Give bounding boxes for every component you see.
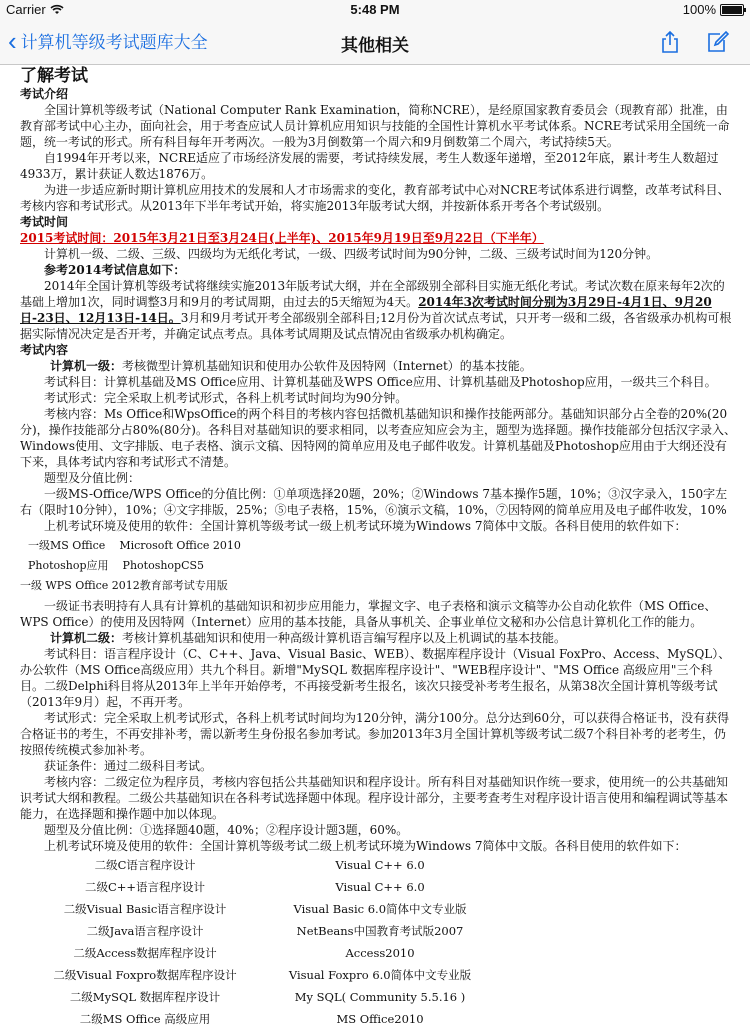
- software-name: Visual C++ 6.0: [335, 880, 425, 894]
- paragraph: 一级MS-Office/WPS Office的分值比例：①单项选择20题，20%；②Windows 7基本操作5题，10%；③汉字录入，150字左右（限时10分钟），10%；④文字排版，25%；⑤电子表格，15%，⑥演示文稿，10%，⑦因特网的简单应用及电子邮件收发，10%: [20, 487, 728, 517]
- software-item: 一级MS Office: [28, 539, 106, 552]
- subject-name: 二级Access数据库程序设计: [73, 946, 217, 960]
- software-row: [20, 876, 736, 898]
- subject-name: 二级Visual Basic语言程序设计: [63, 902, 227, 916]
- software-row: [20, 964, 736, 986]
- paragraph: 考试科目：语言程序设计（C、C++、Java、Visual Basic、WEB）、数据库程序设计（Visual FoxPro、Access、MySQL）、办公软件（MS Office高级应用）共九个科目。新增"MySQL 数据库程序设计"、"WEB程序设计"、"MS Office 高级应用"三个科目。二级Delphi科目将从2013年上半年开始停考，不再接受新考生报名，该次只接受补考考生报名，从第38次全国计算机等级考试（2013年9月）起，不再开考。: [20, 647, 731, 709]
- paragraph: 考试形式：完全采取上机考试形式，各科上机考试时间均为90分钟。: [44, 391, 408, 405]
- paragraph: 考试科目：计算机基础及MS Office应用、计算机基础及WPS Office应用、计算机基础及Photoshop应用，一级共三个科目。: [44, 375, 717, 389]
- section-heading: 考试介绍: [20, 87, 69, 101]
- paragraph: 自1994年开考以来，NCRE适应了市场经济发展的需要，考试持续发展，考生人数逐年递增，至2012年底，累计考生人数超过4933万，累计获证人数达1876万。: [20, 151, 719, 181]
- doc-title: 了解考试: [20, 66, 88, 86]
- software-name: My SQL( Community 5.5.16 ): [294, 990, 466, 1004]
- software-name: MS Office2010: [336, 1012, 424, 1026]
- subject-name: 二级Visual Foxpro数据库程序设计: [53, 968, 237, 982]
- software-row: [20, 942, 736, 964]
- paragraph: 获证条件：通过二级科目考试。: [44, 759, 213, 773]
- software-name: Access2010: [345, 946, 415, 960]
- document-body: [20, 64, 736, 1030]
- software-row: [20, 854, 736, 876]
- level-heading: 计算机一级：: [50, 359, 123, 373]
- software-item: Microsoft Office 2010: [119, 539, 241, 552]
- text-run: 考核计算机基础知识和使用一种高级计算机语言编写程序以及上机调试的基本技能。: [122, 631, 567, 645]
- paragraph: 上机考试环境及使用的软件：全国计算机等级考试二级上机考试环境为Windows 7简体中文版。各科目使用的软件如下：: [44, 839, 687, 853]
- status-bar: [0, 0, 750, 20]
- paragraph: [20, 630, 736, 646]
- share-icon[interactable]: [658, 30, 682, 54]
- page-title: 其他相关: [341, 36, 409, 55]
- software-name: Visual C++ 6.0: [335, 858, 425, 872]
- level-heading: 计算机二级：: [50, 631, 123, 645]
- clock: 5:48 PM: [350, 2, 400, 17]
- paragraph: 题型及分值比例：①选择题40题，40%；②程序设计题3题，60%。: [44, 823, 409, 837]
- exam-dates-underlined: 2014年3次考试时间分别为3月29日-4月1日、9月20日-23日、12月13日-14日。: [20, 295, 712, 325]
- battery-icon: [720, 4, 744, 16]
- carrier-label: Carrier: [6, 2, 46, 17]
- sub-heading: 参考2014考试信息如下：: [44, 263, 186, 277]
- software-row: [20, 578, 736, 594]
- software-row: [20, 986, 736, 1008]
- paragraph: 考试形式：完全采取上机考试形式，各科上机考试时间均为120分钟，满分100分。总分达到60分，可以获得合格证书，没有获得合格证书的考生，不再安排补考，需以新考生身份报名参加考试。参加2013年3月全国计算机等级考试二级7个科目补考的老考生，仍按照传统模式参加补考。: [20, 711, 730, 757]
- exam-date-highlight: 2015考试时间：2015年3月21日至3月24日(上半年)、2015年9月19日至9月22日（下半年）: [20, 231, 544, 245]
- paragraph: [20, 278, 736, 342]
- software-row: [20, 920, 736, 942]
- software-name: Visual Foxpro 6.0简体中文专业版: [288, 968, 472, 982]
- software-row: [20, 1008, 736, 1030]
- software-item: Photoshop应用: [28, 559, 109, 572]
- navigation-bar: [0, 20, 750, 65]
- paragraph: 上机考试环境及使用的软件：全国计算机等级考试一级上机考试环境为Windows 7简体中文版。各科目使用的软件如下：: [44, 519, 687, 533]
- software-row: [20, 538, 736, 554]
- software-table: [20, 854, 736, 1030]
- back-label: 计算机等级考试题库大全: [20, 33, 208, 52]
- software-name: Visual Basic 6.0简体中文专业版: [293, 902, 467, 916]
- text-run: 2014年全国计算机等级考试将继续实施2013年版考试大纲，并在全部级别全部科目实施无纸化考试。考试次数在原来每年2次的基础上增加1次，同时调整3月和9月的考试周期，由过去的5天缩短为4天。: [20, 279, 725, 309]
- subject-name: 二级Java语言程序设计: [86, 924, 204, 938]
- software-row: [20, 558, 736, 574]
- chevron-left-icon: ‹: [8, 25, 17, 56]
- battery-group: [683, 2, 744, 17]
- software-name: NetBeans中国教育考试版2007: [296, 924, 464, 938]
- text-run: 考核微型计算机基础知识和使用办公软件及因特网（Internet）的基本技能。: [122, 359, 532, 373]
- paragraph: 考核内容：Ms Office和WpsOffice的两个科目的考核内容包括微机基础知识和操作技能两部分。基础知识部分占全卷的20%(20分)，操作技能部分占80%(80分)。各科目对基础知识的要求相同，以考查应知应会为主，题型为选择题。操作技能部分包括汉字录入、Windows使用、文字排版、电子表格、演示文稿、因特网的简单应用及电子邮件收发。计算机基础及Photoshop应用由于大纲还没有下来，具体考试内容和考试形式不清楚。: [20, 407, 736, 469]
- text-run: 3月和9月考试开考全部级别全部科目;12月份为首次试点考试，只开考一级和二级，各省级承办机构可根据实际情况决定是否开考，并确定试点考点。具体考试周期及试点情况由省级承办机构确定。: [20, 311, 732, 341]
- paragraph: 一级证书表明持有人具有计算机的基础知识和初步应用能力，掌握文字、电子表格和演示文稿等办公自动化软件（MS Office、WPS Office）的使用及因特网（Internet）应用的基本技能，具备从事机关、企事业单位文秘和办公信息计算机化工作的能力。: [20, 599, 717, 629]
- software-row: [20, 898, 736, 920]
- subject-name: 二级C++语言程序设计: [84, 880, 206, 894]
- software-item: PhotoshopCS5: [122, 559, 205, 572]
- subject-name: 二级MySQL 数据库程序设计: [69, 990, 221, 1004]
- battery-percent: 100%: [682, 2, 716, 17]
- software-item: 一级 WPS Office 2012教育部考试专用版: [20, 579, 228, 592]
- paragraph: 题型及分值比例：: [44, 471, 141, 485]
- subject-name: 二级MS Office 高级应用: [79, 1012, 211, 1026]
- compose-icon[interactable]: [706, 30, 730, 54]
- paragraph: [20, 358, 736, 374]
- paragraph: 考核内容：二级定位为程序员，考核内容包括公共基础知识和程序设计。所有科目对基础知识作统一要求，使用统一的公共基础知识考试大纲和教程。二级公共基础知识在各科考试选择题中体现。程序设计部分，主要考查考生对程序设计语言使用和编程调试等基本能力，在选择题和操作题中加以体现。: [20, 775, 729, 821]
- section-heading: 考试时间: [20, 215, 69, 229]
- paragraph: 计算机一级、二级、三级、四级均为无纸化考试，一级、四级考试时间为90分钟，二级、三级考试时间为120分钟。: [44, 247, 659, 261]
- paragraph: 为进一步适应新时期计算机应用技术的发展和人才市场需求的变化，教育部考试中心对NCRE考试体系进行调整，改革考试科目、考核内容和考试形式。从2013年下半年考试开始，将实施2013年版考试大纲，并按新体系开考各个考试级别。: [20, 183, 730, 213]
- paragraph: 全国计算机等级考试（National Computer Rank Examination，简称NCRE），是经原国家教育委员会（现教育部）批准，由教育部考试中心主办，面向社会，用于考查应试人员计算机应用知识与技能的全国性计算机水平考试体系。NCRE考试采用全国统一命题，统一考试的形式。所有科目每年开考两次。一般为3月倒数第一个周六和9月倒数第二个周六，考试持续5天。: [20, 103, 730, 149]
- subject-name: 二级C语言程序设计: [94, 858, 196, 872]
- section-heading: 考试内容: [20, 343, 69, 357]
